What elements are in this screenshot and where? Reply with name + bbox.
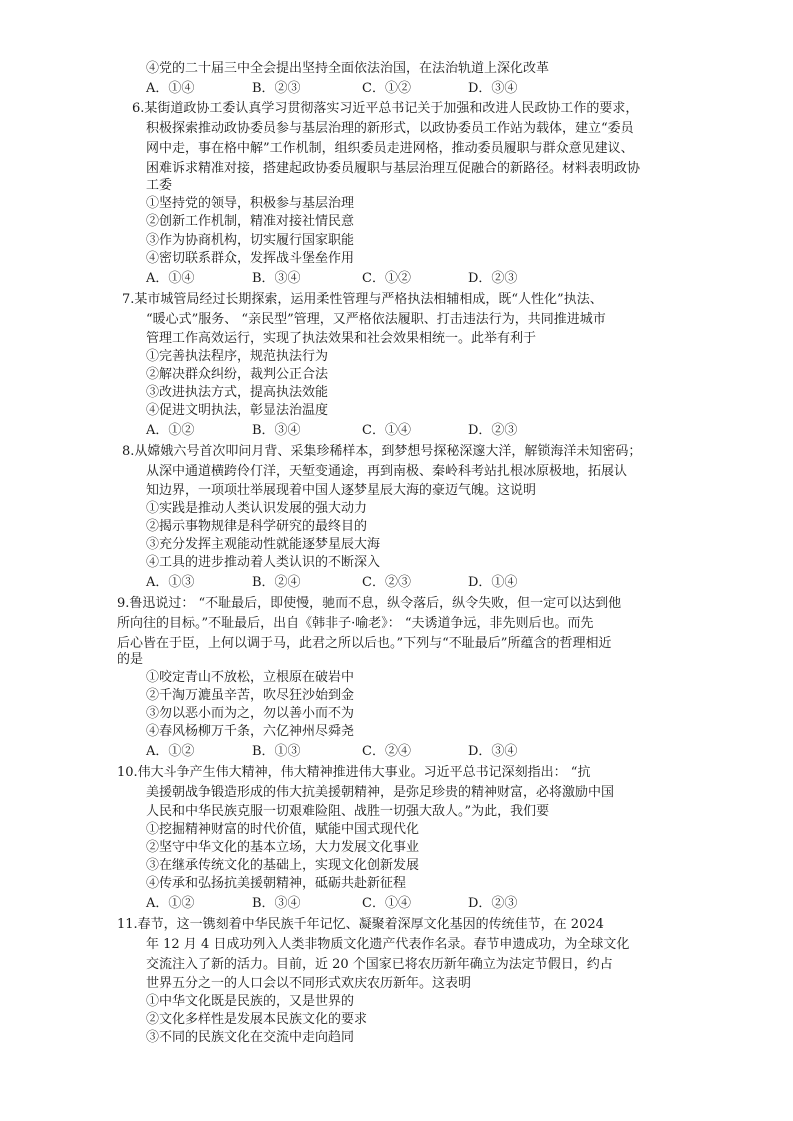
q9-item-2: ②千淘万漉虽辛苦，吹尽狂沙始到金 — [146, 688, 355, 703]
q9-option-a: A．①② — [146, 744, 195, 759]
q5-option-d: D．③④ — [468, 81, 518, 96]
q9-item-3: ③勿以恶小而为之，勿以善小而不为 — [146, 706, 355, 721]
q10-stem-2: 美援朝战争锻造形成的伟大抗美援朝精神，是弥足珍贵的精神财富，必将激励中国 — [146, 785, 615, 800]
q7-option-a: A．①② — [146, 423, 195, 438]
q9-stem-2: 所向往的目标。”不耻最后，出自《韩非子·喻老》： “夫诱道争远，非先则后也。而先 — [117, 616, 594, 631]
q10-option-c: C．①④ — [362, 896, 411, 911]
q7-item-1: ①完善执法程序，规范执法行为 — [146, 349, 329, 364]
q7-item-4: ④促进文明执法，彰显法治温度 — [146, 403, 329, 418]
q10-option-a: A．①② — [146, 896, 195, 911]
q7-stem-2: “暖心式”服务、 “亲民型”管理，又严格依法履职、打击违法行为，共同推进城市 — [146, 312, 606, 327]
q6-item-4: ④密切联系群众，发挥战斗堡垒作用 — [146, 251, 355, 266]
q11-stem-1: 11.春节，这一镌刻着中华民族千年记忆、凝聚着深厚文化基因的传统佳节，在 2024 — [117, 917, 604, 932]
q8-option-a: A．①③ — [146, 575, 195, 590]
q8-item-2: ②揭示事物规律是科学研究的最终目的 — [146, 519, 368, 534]
q9-stem-4: 的是 — [117, 652, 144, 667]
q8-option-d: D．①④ — [468, 575, 518, 590]
q7-stem-1: 7.某市城管局经过长期探索，运用柔性管理与严格执法相辅相成，既“人性化”执法、 — [122, 292, 603, 307]
q11-item-1: ①中华文化既是民族的，又是世界的 — [146, 994, 355, 1009]
q11-stem-2: 年 12 月 4 日成功列入人类非物质文化遗产代表作名录。春节申遗成功，为全球文化 — [146, 937, 630, 952]
q5-option-b: B．②③ — [252, 81, 301, 96]
q9-item-1: ①咬定青山不放松，立根原在破岩中 — [146, 670, 355, 685]
q6-stem-2: 积极探索推动政协委员参与基层治理的新形式，以政协委员工作站为载体，建立“委员 — [146, 121, 634, 136]
q6-option-c: C．①② — [362, 271, 411, 286]
q6-option-b: B．③④ — [252, 271, 301, 286]
q5-option-a: A．①④ — [146, 81, 195, 96]
q6-stem-1: 6.某街道政协工委认真学习贯彻落实习近平总书记关于加强和改进人民政协工作的要求， — [132, 101, 639, 116]
q8-item-1: ①实践是推动人类认识发展的强大动力 — [146, 501, 368, 516]
q6-option-a: A．①④ — [146, 271, 195, 286]
q6-stem-4: 困难诉求精准对接，搭建起政协委员履职与基层治理互促融合的新路径。材料表明政协 — [146, 161, 641, 176]
q8-option-c: C．②③ — [362, 575, 411, 590]
q8-item-3: ③充分发挥主观能动性就能逐梦星辰大海 — [146, 537, 381, 552]
q10-item-4: ④传承和弘扬抗美援朝精神，砥砺共赴新征程 — [146, 876, 407, 891]
q7-option-b: B．③④ — [252, 423, 301, 438]
q9-option-b: B．①③ — [252, 744, 301, 759]
q8-stem-1: 8.从嫦娥六号首次叩问月背、采集珍稀样本，到梦想号探秘深邃大洋，解锁海洋未知密码； — [122, 444, 642, 459]
q9-stem-1: 9.鲁迅说过： “不耻最后，即使慢，驰而不息，纵令落后，纵令失败，但一定可以达到他 — [117, 596, 622, 611]
q10-item-1: ①挖掘精神财富的时代价值，赋能中国式现代化 — [146, 822, 420, 837]
q9-option-d: D．③④ — [468, 744, 518, 759]
q10-option-b: B．③④ — [252, 896, 301, 911]
q10-item-2: ②坚守中华文化的基本立场，大力发展文化事业 — [146, 840, 420, 855]
q5-option-c: C．①② — [362, 81, 411, 96]
q8-stem-2: 从深中通道横跨伶仃洋，天堑变通途，再到南极、秦岭科考站扎根冰原极地，拓展认 — [146, 464, 628, 479]
q7-item-2: ②解决群众纠纷，裁判公正合法 — [146, 367, 329, 382]
q9-stem-3: 后心皆在于臣，上何以调于马，此君之所以后也。”下列与“不耻最后”所蕴含的哲理相近 — [117, 636, 612, 651]
q8-item-4: ④工具的进步推动着人类认识的不断深入 — [146, 555, 381, 570]
q9-item-4: ④春风杨柳万千条，六亿神州尽舜尧 — [146, 724, 355, 739]
q6-option-d: D．②③ — [468, 271, 518, 286]
q11-stem-3: 交流注入了新的活力。目前，近 20 个国家已将农历新年确立为法定节假日，约占 — [146, 957, 613, 972]
q7-item-3: ③改进执法方式，提高执法效能 — [146, 385, 329, 400]
q11-item-3: ③不同的民族文化在交流中走向趋同 — [146, 1030, 355, 1045]
q6-item-3: ③作为协商机构，切实履行国家职能 — [146, 233, 355, 248]
q5-item-4: ④党的二十届三中全会提出坚持全面依法治国，在法治轨道上深化改革 — [146, 61, 550, 76]
q8-stem-3: 知边界，一项项壮举展现着中国人逐梦星辰大海的豪迈气魄。这说明 — [146, 483, 537, 498]
q6-stem-5: 工委 — [146, 178, 173, 193]
q7-option-c: C．①④ — [362, 423, 411, 438]
q10-option-d: D．②③ — [468, 896, 518, 911]
q7-option-d: D．②③ — [468, 423, 518, 438]
q10-item-3: ③在继承传统文化的基础上，实现文化创新发展 — [146, 858, 420, 873]
q6-item-1: ①坚持党的领导，积极参与基层治理 — [146, 196, 355, 211]
q8-option-b: B．②④ — [252, 575, 301, 590]
q11-item-2: ②文化多样性是发展本民族文化的要求 — [146, 1012, 368, 1027]
q9-option-c: C．②④ — [362, 744, 411, 759]
q11-stem-4: 世界五分之一的人口会以不同形式欢庆农历新年。这表明 — [146, 976, 472, 991]
q10-stem-3: 人民和中华民族克服一切艰难险阻、战胜一切强大敌人。”为此，我们要 — [146, 804, 550, 819]
q10-stem-1: 10.伟大斗争产生伟大精神，伟大精神推进伟大事业。习近平总书记深刻指出： “抗 — [117, 765, 591, 780]
q6-stem-3: 网中走，事在格中解”工作机制，组织委员走进网格，推动委员履职与群众意见建议、 — [146, 141, 634, 156]
q7-stem-3: 管理工作高效运行，实现了执法效果和社会效果相统一。此举有利于 — [146, 331, 537, 346]
q6-item-2: ②创新工作机制，精准对接社情民意 — [146, 214, 355, 229]
